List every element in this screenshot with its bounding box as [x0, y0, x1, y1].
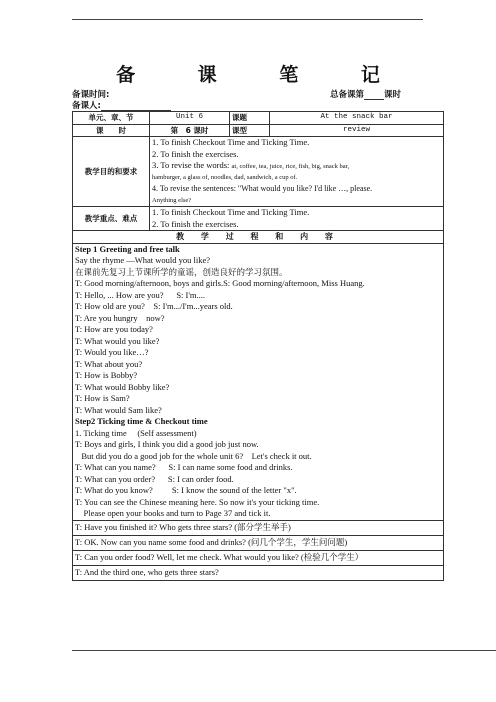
step-heading: Step2 Ticking time & Checkout time [75, 416, 208, 426]
process-line: T: How are you today? [75, 324, 153, 334]
type-value: review [270, 124, 444, 137]
process-row: T: Have you finished it? Who gets three stars? (部分学生举手) [73, 520, 444, 535]
process-line: 在课前先复习上节课所学的童谣，创造良好的学习氛围。 [75, 266, 288, 277]
process-line: T: What would Bobby like? [75, 381, 170, 392]
objective-line: 4. To revise the sentences: "What would you like? I'd like …, please. [152, 184, 373, 193]
objectives-cell [150, 137, 444, 207]
process-line: 1. Ticking time (Self assessment) [75, 427, 197, 438]
step-heading: Step 1 Greeting and free talk [75, 243, 180, 254]
period-value: 第 6 课时 [150, 124, 230, 137]
process-line: T: How is Bobby? [75, 370, 138, 380]
process-line: T: You can see the Chinese meaning here. So now it's your ticking time. [75, 496, 320, 507]
keypoints-cell [150, 207, 444, 231]
unit-label: 单元、章、节 [73, 112, 150, 125]
process-row: T: Can you order food? Well, let me check. What would you like? (检验几个学生） [73, 550, 444, 565]
topic-value: At the snack bar [270, 112, 444, 125]
header-rule [72, 19, 423, 20]
teacher-line [72, 99, 171, 111]
process-line: T: Hello, ... How are you? S: I'm.... [75, 289, 206, 300]
process-line: T: What can you name? S: I can name some food and drinks. [75, 462, 293, 472]
objective-line: hamburger, a glass of, noodles, dad, sandwich, a cup of. [152, 173, 298, 181]
objective-line: 2. To finish the exercises. [152, 148, 239, 159]
total-periods [330, 88, 401, 100]
process-line: T: What about you? [75, 358, 143, 369]
objectives-label: 教学目的和要求 [73, 137, 150, 207]
process-line: But did you do a good job for the whole unit 6? Let's check it out. [75, 450, 312, 461]
topic-label: 课题 [230, 112, 270, 125]
process-line: Please open your books and turn to Page 37 and tick it. [75, 508, 271, 518]
process-line: T: What would you like? [75, 335, 160, 346]
total-periods-blank [364, 89, 384, 100]
objective-line: 1. To finish Checkout Time and Ticking Time. [152, 137, 310, 147]
process-line: T: Would you like…? [75, 347, 149, 357]
process-line: T: Good morning/afternoon, boys and girls.S: Good morning/afternoon, Miss Huang. [75, 278, 365, 288]
keypoints-label: 教学重点、难点 [73, 207, 150, 231]
process-line: T: How is Sam? [75, 393, 130, 403]
teacher-blank [101, 100, 171, 111]
process-row: T: OK. Now can you name some food and drinks? (问几个学生，学生问问题) [73, 535, 444, 550]
process-line: Say the rhyme —What would you like? [75, 255, 211, 265]
process-content [73, 243, 444, 520]
objective-line: 3. To revise the words: at, coffee, tea, juice, rice, fish, big, snack bar, [152, 160, 350, 170]
keypoint-line: 2. To finish the exercises. [152, 218, 239, 229]
document-title: 备 课 笔 记 [116, 64, 408, 86]
lesson-plan-table [72, 111, 444, 581]
prep-time-label: 备课时间: [72, 90, 110, 100]
process-line: T: What do you know? S: I know the sound of the letter "x". [75, 485, 297, 495]
process-line: T: What can you order? S: I can order food. [75, 473, 234, 484]
footer-rule [72, 650, 496, 651]
process-row: T: And the third one, who gets three stars? [73, 565, 444, 580]
process-line: T: How old are you? S: I'm.../I'm...years old. [75, 301, 233, 311]
process-line: T: What would Sam like? [75, 404, 162, 415]
process-line: T: Boys and girls, I think you did a good job just now. [75, 439, 259, 449]
teacher-label: 备课人: [72, 101, 101, 111]
objective-line: Anything else? [152, 196, 192, 204]
total-periods-label: 总备课第 [330, 90, 365, 100]
unit-value: Unit 6 [150, 112, 230, 125]
total-periods-suffix: 课时 [384, 90, 402, 100]
process-line: T: Are you hungry now? [75, 312, 165, 323]
period-label: 课 时 [73, 124, 150, 137]
process-heading: 教 学 过 程 和 内 容 [73, 231, 444, 244]
type-label: 课型 [230, 124, 270, 137]
keypoint-line: 1. To finish Checkout Time and Ticking Time. [152, 207, 310, 217]
